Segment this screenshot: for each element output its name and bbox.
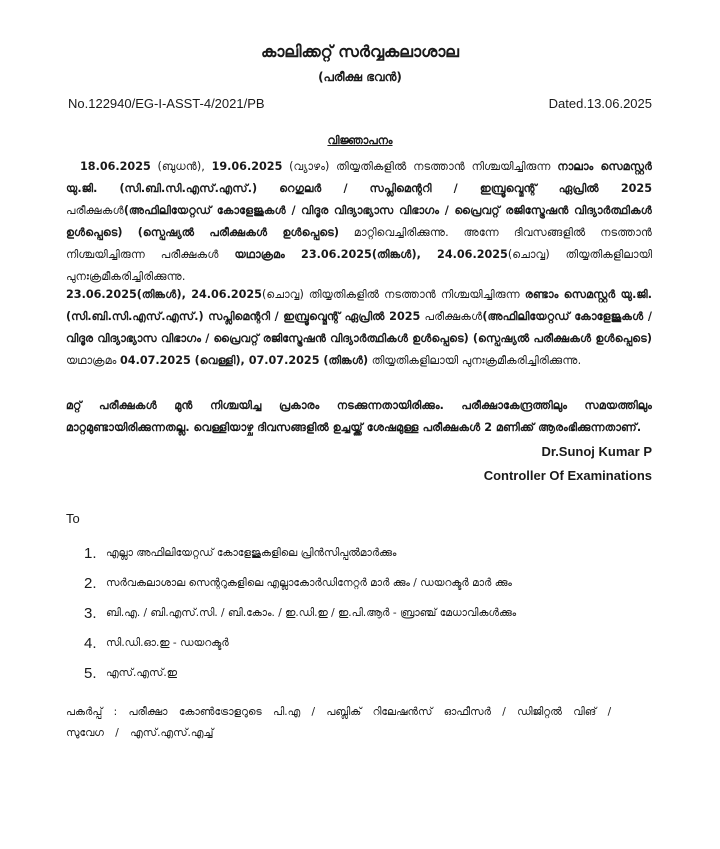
para1-bold-1: നാലാം സെമസ്റ്റർ യു.ജി. (സി.ബി.സി.എസ്.എസ്.) റെഗുലർ / സപ്ലിമെന്ററി / ഇമ്പ്രൂവ്മെന്റ് ഏപ്രിൽ 2025 (66, 160, 652, 195)
recipient-text: സർവകലാശാല സെന്ററുകളിലെ എല്ലാകോർഡിനേറ്റർ മാർ ക്കും / ഡയറക്ടർ മാർ ക്കും (106, 576, 512, 589)
para1-text-1: (ബുധൻ), (150, 160, 212, 173)
para1-bold-3: യഥാക്രമം 23.06.2025(തിങ്കൾ), 24.06.2025 (234, 248, 508, 261)
signatory-name: Dr.Sunoj Kumar P (541, 444, 652, 459)
date-1: 18.06.2025 (80, 160, 151, 173)
recipient-text: എല്ലാ അഫിലിയേറ്റഡ് കോളേജുകളിലെ പ്രിൻസിപ്പൽമാർക്കും (106, 546, 397, 559)
para3-text: മറ്റ് പരീക്ഷകൾ മുൻ നിശ്ചയിച്ച പ്രകാരം നടക്കുന്നതായിരിക്കും. പരീക്ഷാകേന്ദ്രത്തിലും സമയത്തിലും മാറ്റമുണ്ടായിരിക്കുന്നതല്ല. വെള്ളിയാഴ്ച ദിവസങ്ങളിൽ ഉച്ചയ്ക്ക് ശേഷമുള്ള പരീക്ഷകൾ 2 മണിക്ക് ആരംഭിക്കുന്നതാണ്. (66, 399, 652, 434)
recipient-item (84, 628, 644, 658)
para2-text-4: തിയ്യതികളിലായി പുനഃക്രമീകരിച്ചിരിക്കുന്നു. (368, 354, 582, 367)
para1-text-2: (വ്യാഴം) തിയ്യതികളിൽ നടത്താൻ നിശ്ചയിച്ചിരുന്ന (282, 160, 558, 173)
para2-bold-4: 04.07.2025 (വെള്ളി), 07.07.2025 (തിങ്കൾ) (120, 354, 369, 367)
para2-bold-3: (അഫിലിയേറ്റഡ് കോളേജുകൾ / വിദൂര വിദ്യാഭ്യാസ വിഭാഗം / പ്രൈവറ്റ് രജിസ്ട്രേഷൻ വിദ്യാർത്ഥികൾ ഉൾപ്പെടെ) (സ്പെഷ്യൽ പരീക്ഷകൾ ഉൾപ്പെടെ) (66, 310, 652, 345)
para1-bold-2: (അഫിലിയേറ്റഡ് കോളേജുകൾ / വിദൂര വിദ്യാഭ്യാസ വിഭാഗം / പ്രൈവറ്റ് രജിസ്ട്രേഷൻ വിദ്യാർത്ഥികൾ ഉൾപ്പെടെ) (സ്പെഷ്യൽ പരീക്ഷകൾ ഉൾപ്പെടെ) (66, 204, 652, 239)
notice-paragraph-1 (66, 156, 652, 288)
para1-text-4: മാറ്റിവെച്ചിരിക്കുന്നു. അന്നേ ദിവസങ്ങളിൽ നടത്താൻ നിശ്ചയിച്ചിരുന്ന പരീക്ഷകൾ (66, 226, 652, 261)
recipient-text: എസ്.എസ്.ഇ (106, 666, 178, 679)
recipient-number: 5. (84, 664, 97, 682)
recipient-text: സി.ഡി.ഓ.ഇ - ഡയറക്ടർ (106, 636, 229, 649)
university-title: കാലിക്കറ്റ് സർവ്വകലാശാല (260, 42, 459, 61)
para2-bold-1: 23.06.2025(തിങ്കൾ), 24.06.2025 (66, 288, 262, 301)
para1-text-5: (ചൊവ്വ) തിയ്യതികളിലായി പുനഃക്രമീകരിച്ചിരിക്കുന്നു. (66, 248, 652, 283)
signatory-designation: Controller Of Examinations (483, 468, 652, 483)
para2-text-3: യഥാക്രമം (66, 354, 120, 367)
recipient-item (84, 598, 644, 628)
notice-heading: വിജ്ഞാപനം (327, 134, 393, 147)
recipient-item (84, 538, 644, 568)
recipient-number: 2. (84, 574, 97, 592)
recipient-number: 3. (84, 604, 97, 622)
to-label: To (66, 511, 80, 526)
office-subtitle: (പരീക്ഷ ഭവൻ) (318, 70, 402, 84)
para2-bold-2: രണ്ടാം സെമസ്റ്റർ യു.ജി. (സി.ബി.സി.എസ്.എസ്.) സപ്ലിമെന്ററി / ഇമ്പ്രൂവ്മെന്റ് ഏപ്രിൽ 2025 (66, 288, 652, 323)
recipient-text: ബി.എ. / ബി.എസ്.സി. / ബി.കോം. / ഇ.ഡി.ഇ / ഇ.പി.ആർ - ബ്രാഞ്ച് മേധാവികൾക്കും (106, 606, 517, 619)
recipient-item (84, 568, 644, 598)
date-2: 19.06.2025 (211, 160, 283, 173)
recipient-number: 4. (84, 634, 97, 652)
para2-text-1: (ചൊവ്വ) തിയ്യതികളിൽ നടത്താൻ നിശ്ചയിച്ചിരുന്ന (261, 288, 525, 301)
recipient-item (84, 658, 644, 688)
para2-text-2: പരീക്ഷകൾ (420, 310, 483, 323)
document-date: Dated.13.06.2025 (548, 96, 652, 111)
recipient-list (84, 538, 644, 688)
notice-paragraph-2 (66, 284, 652, 372)
copy-to-line: പകർപ്പ് : പരീക്ഷാ കോൺട്രോളറുടെ പി.എ / പബ്ലിക് റിലേഷൻസ് ഓഫീസർ / ഡിജിറ്റൽ വിങ് / സുവേഗ / എസ്.എസ്.എച്ച് (66, 706, 612, 739)
para1-text-3: പരീക്ഷകൾ (66, 204, 124, 217)
notice-paragraph-3 (66, 395, 652, 439)
reference-number: No.122940/EG-I-ASST-4/2021/PB (68, 96, 265, 111)
recipient-number: 1. (84, 544, 97, 562)
